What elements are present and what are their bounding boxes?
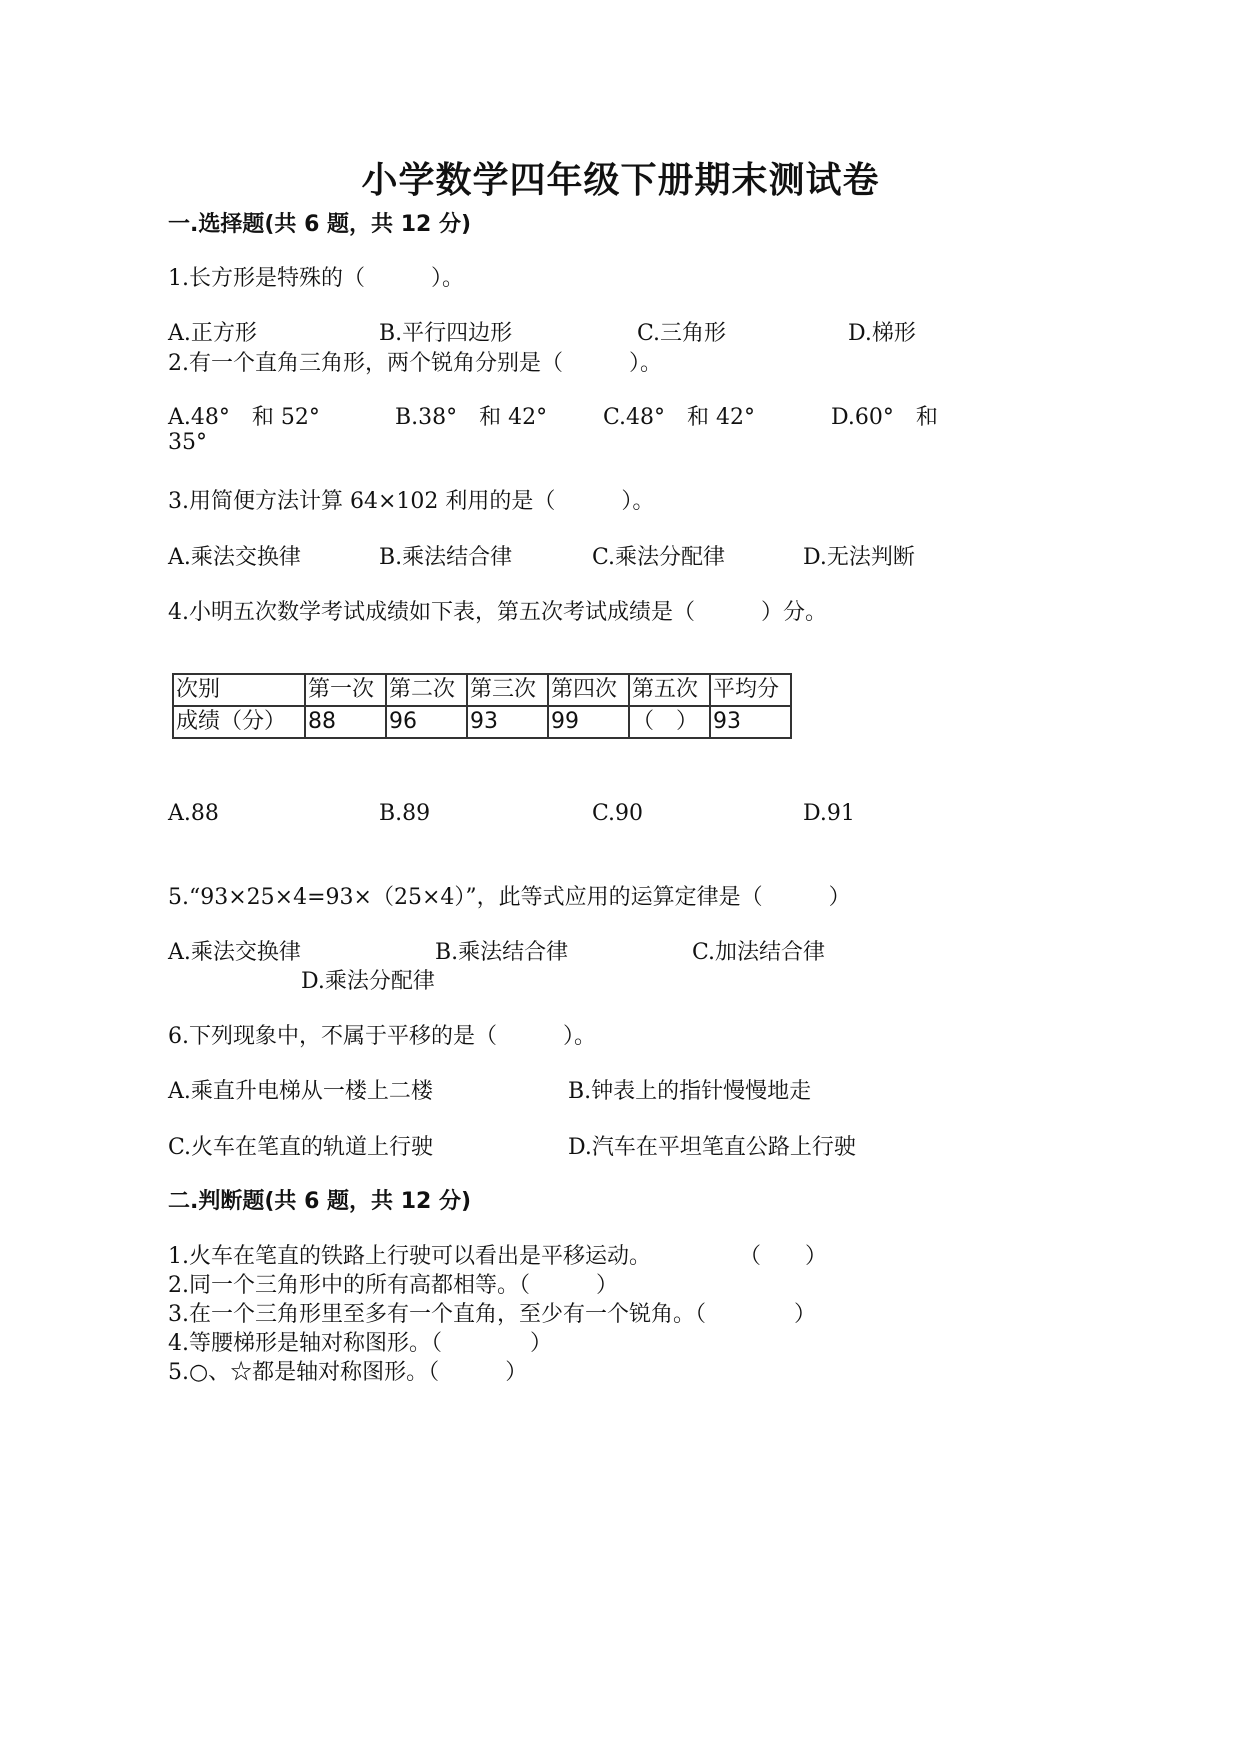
question-2-text: 2.有一个直角三角形，两个锐角分别是（ ）。 — [168, 351, 662, 376]
section-heading-choice: 一.选择题(共 6 题，共 12 分) — [168, 212, 472, 237]
table-cell: 成绩（分） — [173, 706, 305, 738]
question-1-option-a: A.正方形 — [168, 321, 257, 346]
question-6-option-b: B.钟表上的指针慢慢地走 — [568, 1079, 812, 1104]
judgment-item-5: 5.○、☆都是轴对称图形。（ ） — [168, 1360, 528, 1385]
question-4-option-a: A.88 — [168, 801, 219, 826]
question-2-option-a: A.48° 和 52° — [168, 405, 320, 430]
question-3-option-a: A.乘法交换律 — [168, 545, 301, 570]
question-2-option-b: B.38° 和 42° — [395, 405, 548, 430]
table-cell: 93 — [467, 706, 548, 738]
question-5-option-a: A.乘法交换律 — [168, 940, 301, 965]
table-cell: 99 — [548, 706, 629, 738]
question-5-option-d: D.乘法分配律 — [301, 969, 435, 994]
table-header-cell: 平均分 — [710, 674, 791, 706]
question-1-option-b: B.平行四边形 — [379, 321, 513, 346]
question-2-option-d-continued: 35° — [168, 430, 207, 455]
question-3-option-d: D.无法判断 — [803, 545, 915, 570]
judgment-item-3: 3.在一个三角形里至多有一个直角，至少有一个锐角。（ ） — [168, 1302, 816, 1327]
table-header-cell: 第三次 — [467, 674, 548, 706]
question-4-option-b: B.89 — [379, 801, 431, 826]
judgment-item-4: 4.等腰梯形是轴对称图形。（ ） — [168, 1331, 552, 1356]
judgment-item-1: 1.火车在笔直的铁路上行驶可以看出是平移运动。 （ ） — [168, 1244, 827, 1269]
table-header-cell: 第五次 — [629, 674, 710, 706]
question-6-text: 6.下列现象中，不属于平移的是（ ）。 — [168, 1024, 596, 1049]
page-title: 小学数学四年级下册期末测试卷 — [361, 159, 880, 201]
question-4-text: 4.小明五次数学考试成绩如下表，第五次考试成绩是（ ）分。 — [168, 600, 827, 625]
question-5-text: 5.“93×25×4=93×（25×4）”，此等式应用的运算定律是（ ） — [168, 885, 851, 910]
question-4-option-d: D.91 — [803, 801, 855, 826]
question-5-option-c: C.加法结合律 — [692, 940, 826, 965]
section-heading-judgment: 二.判断题(共 6 题，共 12 分) — [168, 1189, 472, 1214]
table-header-cell: 第二次 — [386, 674, 467, 706]
table-cell: 88 — [305, 706, 386, 738]
score-table — [172, 673, 792, 739]
question-2-option-d: D.60° 和 — [831, 405, 938, 430]
score-table-row — [173, 706, 791, 738]
question-6-option-a: A.乘直升电梯从一楼上二楼 — [168, 1079, 433, 1104]
question-2-option-c: C.48° 和 42° — [603, 405, 756, 430]
question-1-option-c: C.三角形 — [637, 321, 727, 346]
judgment-item-2: 2.同一个三角形中的所有高都相等。（ ） — [168, 1273, 618, 1298]
table-cell: 93 — [710, 706, 791, 738]
table-cell: （ ） — [629, 706, 710, 738]
score-table-header-row — [173, 674, 791, 706]
question-1-text: 1.长方形是特殊的（ ）。 — [168, 266, 464, 291]
table-header-cell: 次别 — [173, 674, 305, 706]
question-3-option-b: B.乘法结合律 — [379, 545, 513, 570]
question-1-option-d: D.梯形 — [848, 321, 916, 346]
question-3-option-c: C.乘法分配律 — [592, 545, 726, 570]
question-4-option-c: C.90 — [592, 801, 644, 826]
question-6-option-d: D.汽车在平坦笔直公路上行驶 — [568, 1135, 856, 1160]
table-header-cell: 第四次 — [548, 674, 629, 706]
question-3-text: 3.用简便方法计算 64×102 利用的是（ ）。 — [168, 489, 655, 514]
question-6-option-c: C.火车在笔直的轨道上行驶 — [168, 1135, 434, 1160]
table-header-cell: 第一次 — [305, 674, 386, 706]
table-cell: 96 — [386, 706, 467, 738]
question-5-option-b: B.乘法结合律 — [435, 940, 569, 965]
